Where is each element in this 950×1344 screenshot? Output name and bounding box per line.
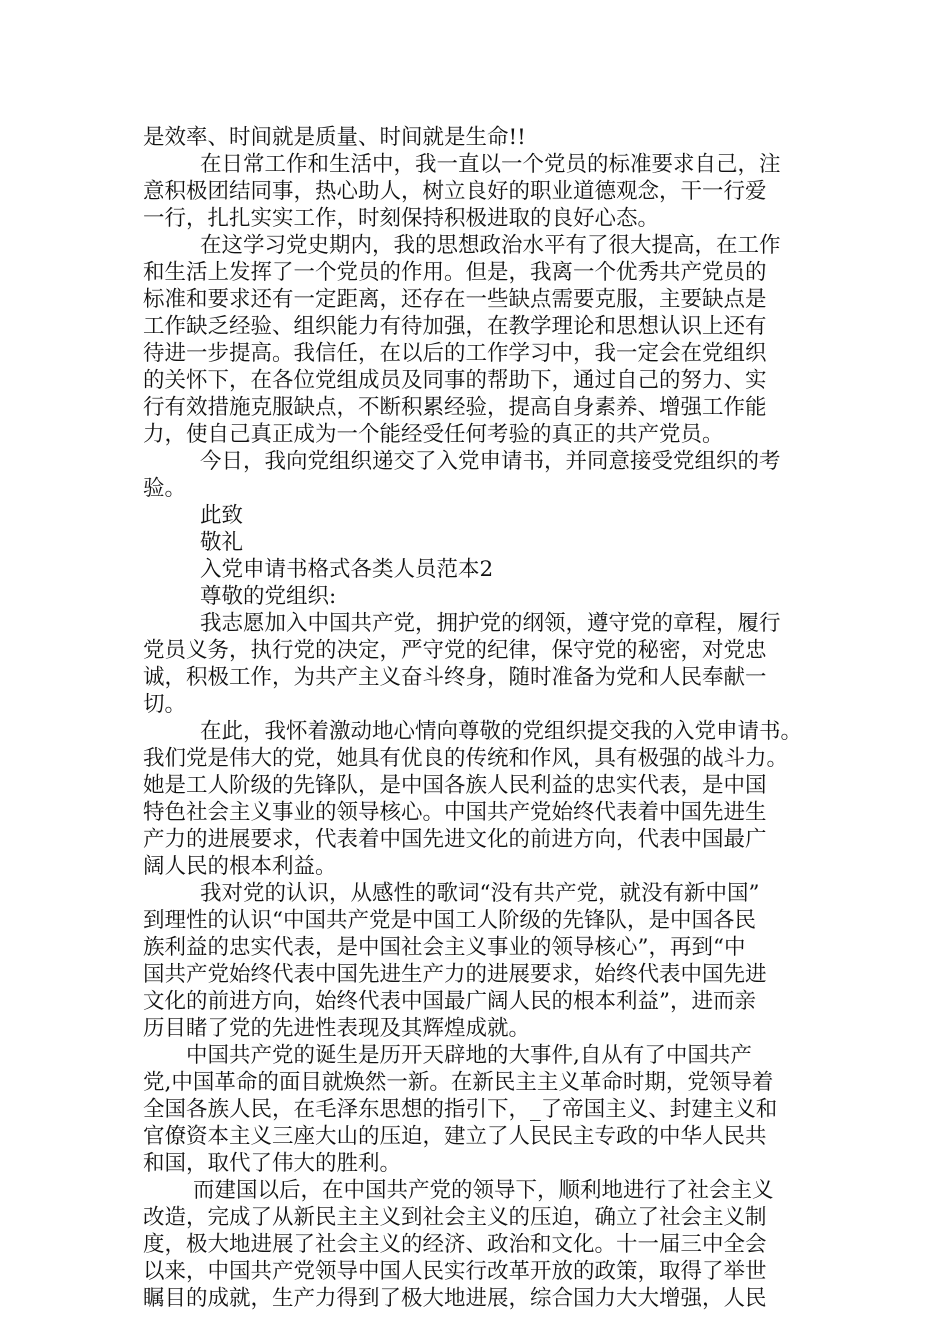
paragraph-start-line: 中国共产党的诞生是历开天辟地的大事件,自从有了中国共产 [186,1043,752,1068]
text-line: 以来，中国共产党领导中国人民实行改革开放的政策，取得了举世 [143,1259,767,1284]
document-body [143,124,813,1312]
paragraph-start-line: 在此，我怀着激动地心情向尊敬的党组织提交我的入党申请书。 [200,719,803,744]
paragraph-start-line: 在这学习党史期内，我的思想政治水平有了很大提高，在工作 [200,233,781,258]
text-line: 意积极团结同事，热心助人，树立良好的职业道德观念，干一行爱 [143,179,767,204]
text-line: 党员义务，执行党的决定，严守党的纪律，保守党的秘密，对党忠 [143,638,767,663]
text-line: 一行，扎扎实实工作，时刻保持积极进取的良好心态。 [143,206,660,231]
paragraph-start-line: 在日常工作和生活中，我一直以一个党员的标准要求自己，注 [200,152,781,177]
text-line: 的关怀下，在各位党组成员及同事的帮助下，通过自己的努力、实 [143,368,767,393]
text-line: 工作缺乏经验、组织能力有待加强，在教学理论和思想认识上还有 [143,314,767,339]
text-line: 产力的进展要求，代表着中国先进文化的前进方向，代表中国最广 [143,827,767,852]
text-line: 力，使自己真正成为一个能经受任何考验的真正的共产党员。 [143,422,724,447]
text-line: 历目睹了党的先进性表现及其辉煌成就。 [143,1016,531,1041]
text-line: 文化的前进方向，始终代表中国最广阔人民的根本利益”，进而亲 [143,989,756,1014]
text-line: 度，极大地进展了社会主义的经济、政治和文化。十一届三中全会 [143,1232,767,1257]
text-line: 族利益的忠实代表，是中国社会主义事业的领导核心”，再到“中 [143,935,746,960]
paragraph-start-line: 我对党的认识，从感性的歌词“没有共产党，就没有新中国” [200,881,760,906]
closing-regards: 敬礼 [200,530,244,555]
text-line: 国共产党始终代表中国先进生产力的进展要求，始终代表中国先进 [143,962,767,987]
text-line: 标准和要求还有一定距离，还存在一些缺点需要克服，主要缺点是 [143,287,767,312]
text-line: 阔人民的根本利益。 [143,854,337,879]
text-line: 瞩目的成就，生产力得到了极大地进展，综合国力大大增强，人民 [143,1286,767,1311]
paragraph-start-line: 而建国以后，在中国共产党的领导下，顺利地进行了社会主义 [193,1178,774,1203]
closing-salutation: 此致 [200,503,244,528]
text-line: 改造，完成了从新民主主义到社会主义的压迫，确立了社会主义制 [143,1205,767,1230]
text-line: 她是工人阶级的先锋队，是中国各族人民利益的忠实代表，是中国 [143,773,767,798]
text-line: 切。 [143,692,187,717]
text-line: 是效率、时间就是质量、时间就是生命!! [143,125,526,150]
section-heading: 入党申请书格式各类人员范本2 [200,557,494,582]
text-line: 我们党是伟大的党，她具有优良的传统和作风，具有极强的战斗力。 [143,746,789,771]
text-line: 诚，积极工作，为共产主义奋斗终身，随时准备为党和人民奉献一 [143,665,767,690]
text-line: 到理性的认识“中国共产党是中国工人阶级的先锋队，是中国各民 [143,908,756,933]
text-line: 验。 [143,476,187,501]
text-line: 全国各族人民，在毛泽东思想的指引下，_了帝国主义、封建主义和 [143,1097,778,1122]
paragraph-start-line: 今日，我向党组织递交了入党申请书，并同意接受党组织的考 [200,449,781,474]
text-line: 和生活上发挥了一个党员的作用。但是，我离一个优秀共产党员的 [143,260,767,285]
text-line: 党,中国革命的面目就焕然一新。在新民主主义革命时期，党领导着 [143,1070,774,1095]
text-line: 特色社会主义事业的领导核心。中国共产党始终代表着中国先进生 [143,800,767,825]
paragraph-start-line: 我志愿加入中国共产党，拥护党的纲领，遵守党的章程，履行 [200,611,781,636]
text-line: 和国，取代了伟大的胜利。 [143,1151,402,1176]
text-line: 官僚资本主义三座大山的压迫，建立了人民民主专政的中华人民共 [143,1124,767,1149]
text-line: 待进一步提高。我信任，在以后的工作学习中，我一定会在党组织 [143,341,767,366]
letter-greeting: 尊敬的党组织: [200,584,337,609]
text-line: 行有效措施克服缺点，不断积累经验，提高自身素养、增强工作能 [143,395,767,420]
